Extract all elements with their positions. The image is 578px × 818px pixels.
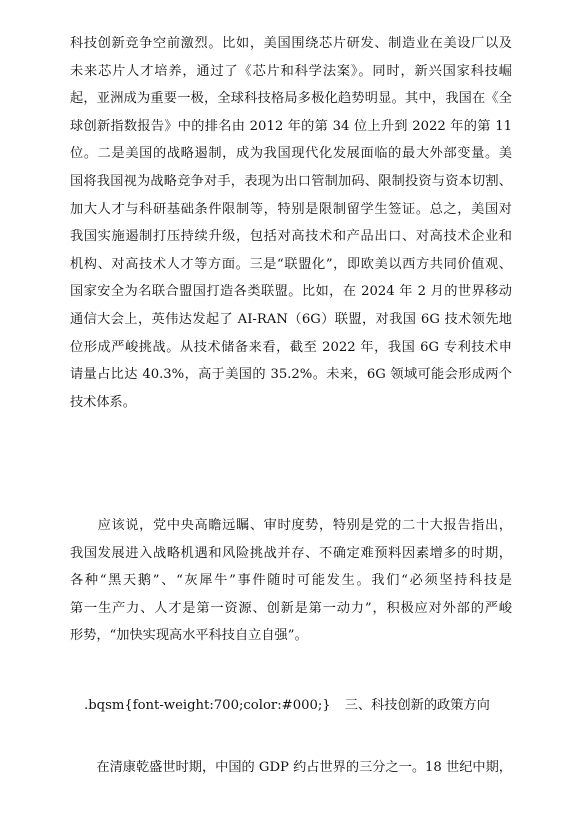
paragraph-line: 科技创新竞争空前激烈。比如，美国围绕芯片研发、制造业在美设厂以及 [70,36,512,51]
paragraph-line: 位。二是美国的战略遏制，成为我国现代化发展面临的最大外部变量。美 [70,146,512,162]
section-heading [84,692,514,720]
paragraph-line: 第一生产力、人才是第一资源、创新是第一动力”，积极应对外部的严峻 [70,600,512,616]
paragraph-line: 通信大会上，英伟达发起了 AI-RAN（6G）联盟，对我国 6G 技术领先地 [70,311,512,327]
paragraph-line: 机构、对高技术人才等方面。三是“联盟化”，即欧美以西方共同价值观、 [70,256,512,272]
paragraph-line: 国将我国视为战略竞争对手，表现为出口管制加码、限制投资与资本切割、 [70,173,512,189]
paragraph-line: 各种“黑天鹅”、“灰犀牛”事件随时可能发生。我们“必须坚持科技是 [70,573,512,589]
paragraph-line: 起，亚洲成为重要一极，全球科技格局多极化趋势明显。其中，我国在《全 [70,91,512,107]
paragraph-line: 我国发展进入战略机遇和风险挑战并存、不确定难预料因素增多的时期， [70,545,512,561]
paragraph-line: 请量占比达 40.3%，高于美国的 35.2%。未来，6G 领域可能会形成两个 [70,367,512,383]
paragraph-line: 加大人才与科研基础条件限制等，特别是限制留学生签证。总之，美国对 [70,201,512,217]
paragraph-line: 我国实施遏制打压持续升级，包括对高技术和产品出口、对高技术企业和 [70,229,512,245]
section-title: 三、科技创新的政策方向 [344,698,490,713]
paragraph-line: 形势，“加快实现高水平科技自立自强”。 [70,628,308,644]
body-paragraph-3 [70,754,512,782]
paragraph-line: 未来芯片人才培养，通过了《芯片和科学法案》。同时，新兴国家科技崛 [70,63,512,79]
paragraph-line: 技术体系。 [70,394,136,410]
body-paragraph-2 [70,512,512,650]
paragraph-line: 应该说，党中央高瞻远瞩、审时度势，特别是党的二十大报告指出， [70,518,512,533]
leaked-css-text: .bqsm{font-weight:700;color:#000;} [84,698,331,713]
body-paragraph-1 [70,30,512,416]
paragraph-line: 国家安全为名联合盟国打造各类联盟。比如，在 2024 年 2 月的世界移动 [70,284,512,300]
paragraph-line: 位形成严峻挑战。从技术储备来看，截至 2022 年，我国 6G 专利技术申 [70,339,512,355]
paragraph-line: 球创新指数报告》中的排名由 2012 年的第 34 位上升到 2022 年的第 11 [70,118,512,134]
paragraph-line: 在清康乾盛世时期，中国的 GDP 约占世界的三分之一。18 世纪中期， [70,760,512,775]
